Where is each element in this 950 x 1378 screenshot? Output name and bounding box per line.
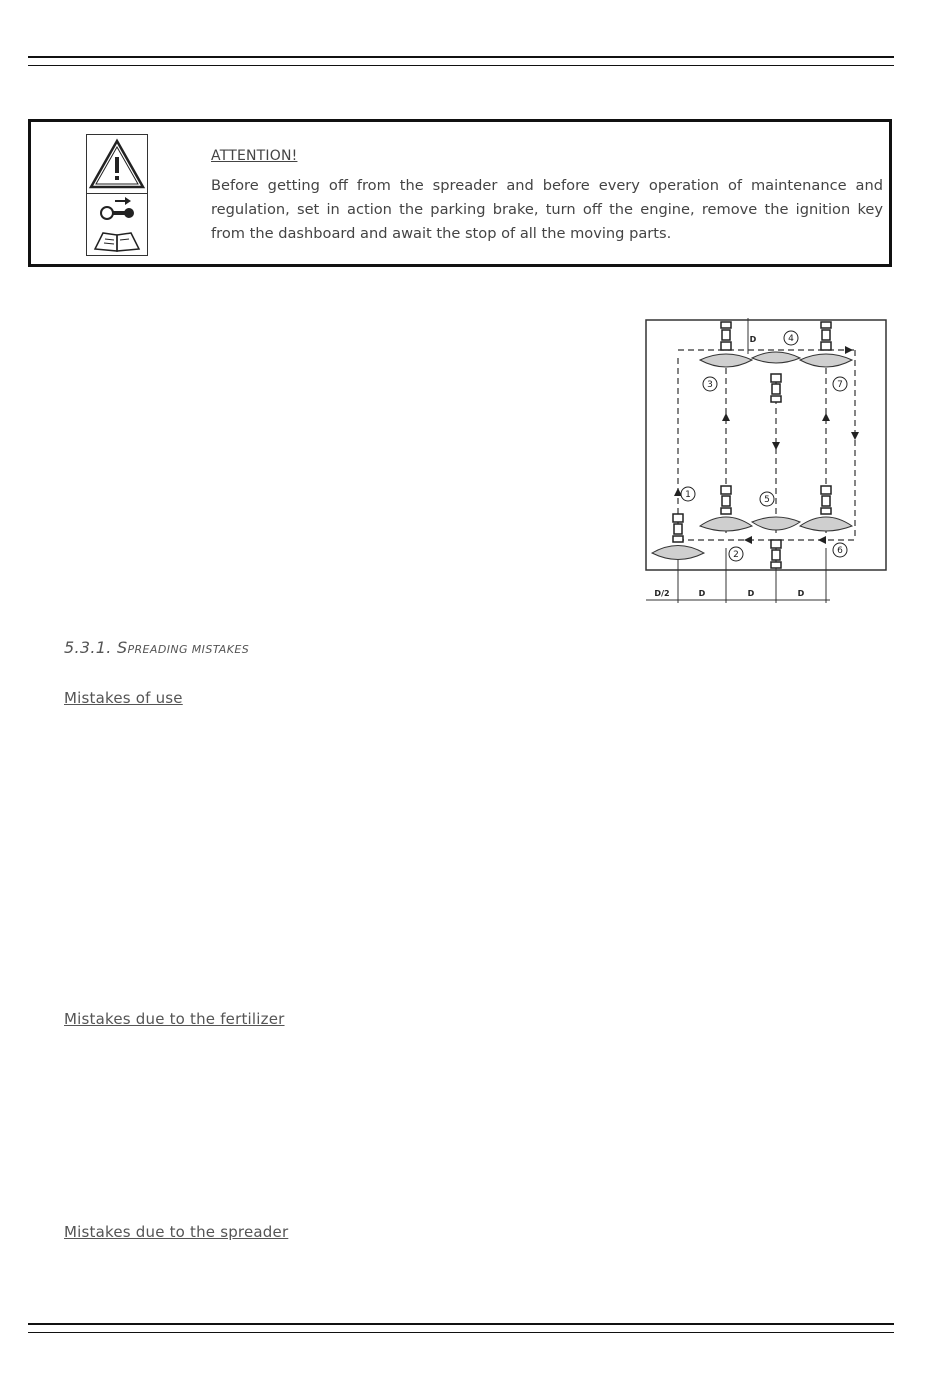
footer-rule-thick — [28, 1323, 894, 1325]
step-label-2: 2 — [733, 550, 739, 560]
safety-icon-panel — [86, 134, 148, 256]
subsection-mistakes-spreader: Mistakes due to the spreader — [64, 1223, 289, 1241]
ignition-key-icon — [87, 195, 147, 225]
spreader-5 — [771, 540, 781, 568]
attention-text: Before getting off from the spreader and before every operation of maintenance and regulation, set in action the parking brake, turn off the engine, remove the ignition key from the dashboard and await the stop of all the moving parts. — [211, 177, 883, 242]
dimension-label-d2: D — [747, 589, 755, 598]
step-label-3: 3 — [707, 380, 713, 390]
step-label-4: 4 — [788, 334, 794, 344]
step-label-1: 1 — [685, 490, 691, 500]
attention-title: ATTENTION! — [211, 148, 298, 164]
header-rule-thick — [28, 56, 894, 58]
step-label-5: 5 — [764, 495, 770, 505]
spreader-4 — [771, 374, 781, 402]
section-heading — [64, 638, 249, 657]
dimension-label-d3: D — [797, 589, 805, 598]
warning-triangle-icon — [87, 135, 147, 193]
dimension-label-d1: D — [698, 589, 706, 598]
spreading-pattern-figure — [640, 318, 896, 618]
spreader-1 — [673, 514, 683, 542]
section-title-initial: S — [117, 638, 128, 657]
spreader-7 — [821, 322, 831, 350]
subsection-mistakes-fertilizer: Mistakes due to the fertilizer — [64, 1010, 285, 1028]
section-title — [117, 638, 249, 657]
subsection-mistakes-of-use: Mistakes of use — [64, 689, 183, 707]
attention-box — [28, 119, 892, 267]
dimension-top-label: D — [749, 335, 757, 344]
spreader-2 — [721, 486, 731, 514]
icon-divider — [87, 193, 147, 194]
spreader-6 — [821, 486, 831, 514]
step-label-6: 6 — [837, 546, 843, 556]
footer-rule-thin — [28, 1332, 894, 1333]
step-label-7: 7 — [837, 380, 843, 390]
manual-book-icon — [87, 225, 147, 255]
section-title-rest: PREADING MISTAKES — [127, 643, 250, 656]
dimension-label-half: D/2 — [654, 589, 670, 598]
spreader-3 — [721, 322, 731, 350]
header-rule-thin — [28, 65, 894, 66]
section-number: 5.3.1. — [64, 638, 112, 657]
